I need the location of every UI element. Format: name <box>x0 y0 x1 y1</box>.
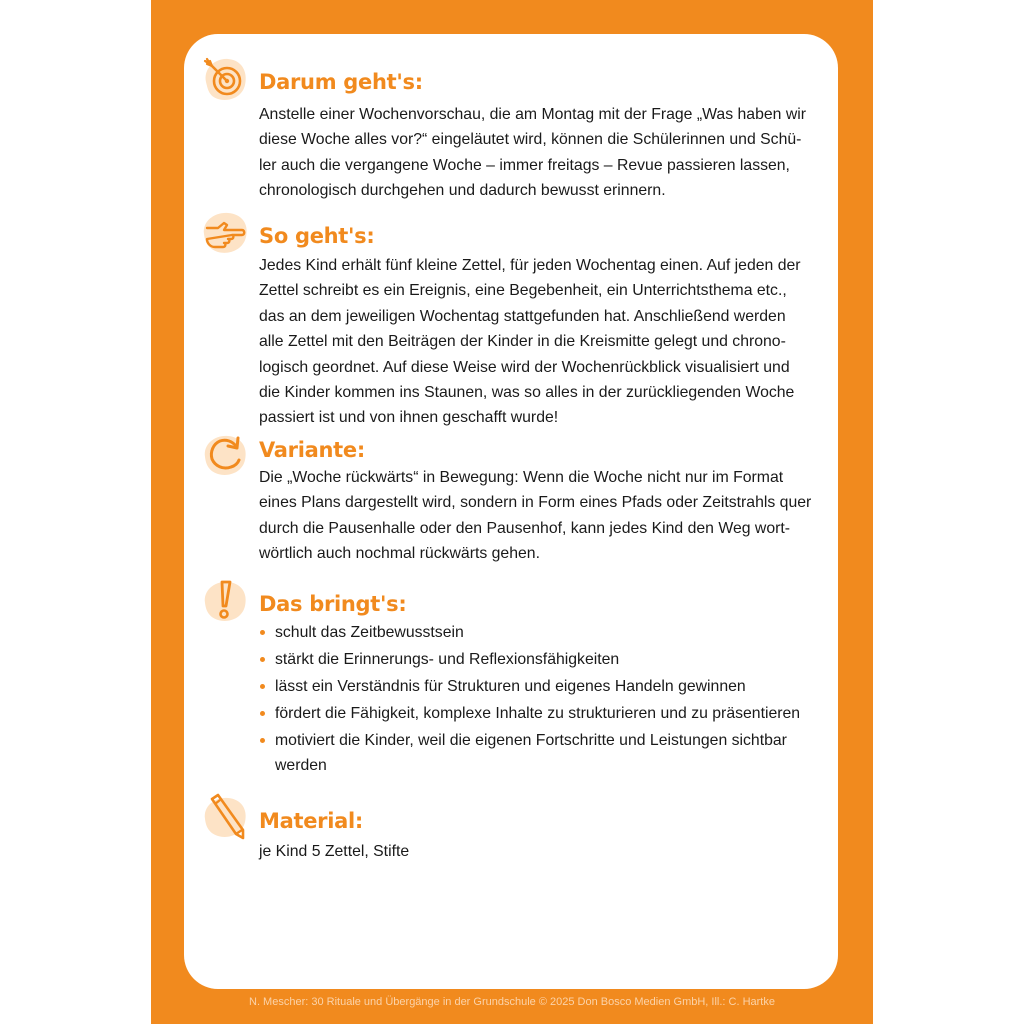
text-material: je Kind 5 Zettel, Stifte <box>259 843 410 860</box>
list-item: fördert die Fähigkeit, komplexe Inhalte zu strukturieren und zu präsentieren <box>259 701 819 726</box>
card-frame <box>151 0 873 1024</box>
list-item: schult das Zeitbewusstsein <box>259 620 819 645</box>
list-item: stärkt die Erinnerungs- und Reflexionsfähigkeiten <box>259 647 819 672</box>
bullet-dot-icon <box>260 630 265 635</box>
heading-variante: Variante: <box>259 438 365 462</box>
heading-material: Material: <box>259 809 363 833</box>
bullet-dot-icon <box>260 657 265 662</box>
copyright-footer: N. Mescher: 30 Rituale und Übergänge in der Grundschule © 2025 Don Bosco Medien GmbH, Ill.: C. Hartke <box>249 996 775 1008</box>
benefits-list <box>259 620 819 780</box>
heading-bringt: Das bringt's: <box>259 592 407 616</box>
bullet-dot-icon <box>260 711 265 716</box>
pencil-icon <box>198 790 252 844</box>
target-icon <box>198 52 252 106</box>
refresh-arrow-icon <box>198 428 252 482</box>
list-item: lässt ein Verständnis für Strukturen und eigenes Handeln gewinnen <box>259 674 819 699</box>
text-darum: Anstelle einer Wochenvorschau, die am Montag mit der Frage „Was haben wir diese Woche alles vor?“ eingeläutet wird, können die Schülerinnen und Schü- ler auch die vergangene Woche – immer freitags – Revue passieren lassen, chronologisch durchgehen und dadurch bewusst erinnern. <box>259 106 806 200</box>
text-variante: Die „Woche rückwärts“ in Bewegung: Wenn die Woche nicht nur im Format eines Plans dargestellt wird, sondern in Form eines Pfads oder Zeitstrahls quer durch die Pausenhalle oder den Pausenhof, kann jedes Kind den Weg wort- wörtlich auch nochmal rückwärts gehen. <box>259 469 812 563</box>
exclamation-icon <box>198 574 252 628</box>
text-so: Jedes Kind erhält fünf kleine Zettel, für jeden Wochentag einen. Auf jeden der Zettel schreibt es ein Ereignis, eine Begebenheit, ein Unterrichtsthema etc., das an dem jeweiligen Wochentag stattgefunden hat. Anschließend werden alle Zettel mit den Beiträgen der Kinder in die Kreismitte gelegt und chrono- logisch geordnet. Auf diese Weise wird der Wochenrückblick visualisiert und die Kinder kommen ins Staunen, was so alles in der zurückliegenden Woche passiert ist und von ihnen geschafft wurde! <box>259 257 801 427</box>
list-item: motiviert die Kinder, weil die eigenen Fortschritte und Leistungen sichtbar werden <box>259 728 795 779</box>
bullet-dot-icon <box>260 738 265 743</box>
bullet-dot-icon <box>260 684 265 689</box>
heading-darum: Darum geht's: <box>259 70 423 94</box>
card-content <box>184 34 838 989</box>
pointing-hand-icon <box>198 206 252 260</box>
heading-so: So geht's: <box>259 224 375 248</box>
